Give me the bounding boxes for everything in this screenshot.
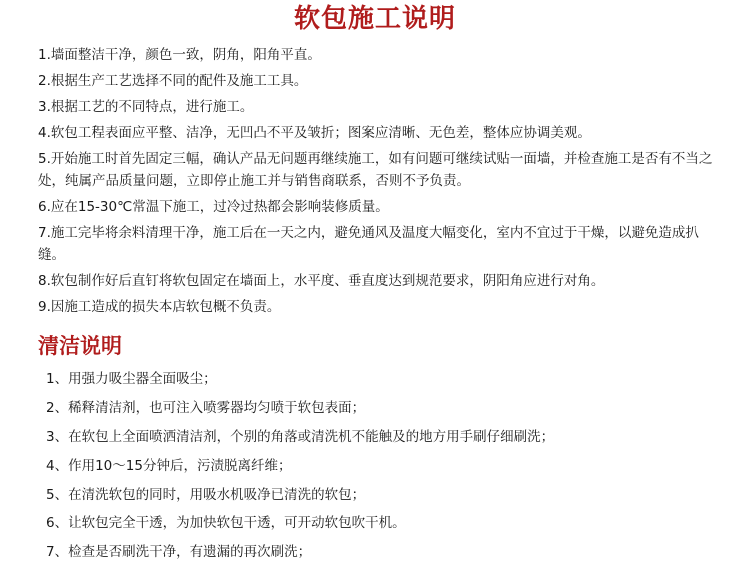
- cleaning-note: 5、在清洗软包的同时，用吸水机吸净已清洗的软包；: [46, 486, 366, 503]
- cleaning-note: 1、用强力吸尘器全面吸尘；: [46, 371, 217, 387]
- construction-note: 4.软包工程表面应平整、洁净，无凹凸不平及皱折；图案应清晰、无色差，整体应协调美观。: [38, 125, 591, 141]
- cleaning-note: 3、在软包上全面喷洒清洁剂，个别的角落或清洗机不能触及的地方用手刷仔细刷洗；: [46, 428, 555, 445]
- construction-notes-list: [38, 44, 718, 322]
- page-title: 软包施工说明: [293, 4, 456, 34]
- construction-note: 3.根据工艺的不同特点，进行施工。: [38, 99, 254, 115]
- construction-note: 2.根据生产工艺选择不同的配件及施工工具。: [38, 73, 308, 89]
- cleaning-note: 6、让软包完全干透，为加快软包干透，可开动软包吹干机。: [46, 515, 406, 532]
- cleaning-note: 7、检查是否刷洗干净，有遗漏的再次刷洗；: [46, 544, 312, 561]
- construction-note: 8.软包制作好后直钉将软包固定在墙面上，水平度、垂直度达到规范要求，阴阳角应进行对角。: [38, 273, 605, 289]
- construction-note: 1.墙面整洁干净，颜色一致，阴角，阳角平直。: [38, 47, 321, 63]
- cleaning-note: 2、稀释清洁剂，也可注入喷雾器均匀喷于软包表面；: [46, 399, 366, 416]
- construction-note: 9.因施工造成的损失本店软包概不负责。: [38, 299, 281, 315]
- construction-note: 6.应在15-30℃常温下施工，过冷过热都会影响装修质量。: [38, 199, 389, 215]
- cleaning-note: 4、作用10～15分钟后，污渍脱离纤维；: [46, 457, 292, 474]
- construction-note: 5.开始施工时首先固定三幅，确认产品无问题再继续施工，如有问题可继续试贴一面墙，并检查施工是否有不当之处，纯属产品质量问题，立即停止施工并与销售商联系，否则不予负责。: [38, 151, 713, 189]
- cleaning-notes-list: [46, 368, 726, 570]
- construction-note: 7.施工完毕将余料清理干净，施工后在一天之内，避免通风及温度大幅变化，室内不宜过于干燥，以避免造成扒缝。: [38, 225, 699, 263]
- cleaning-section-title: 清洁说明: [38, 334, 122, 358]
